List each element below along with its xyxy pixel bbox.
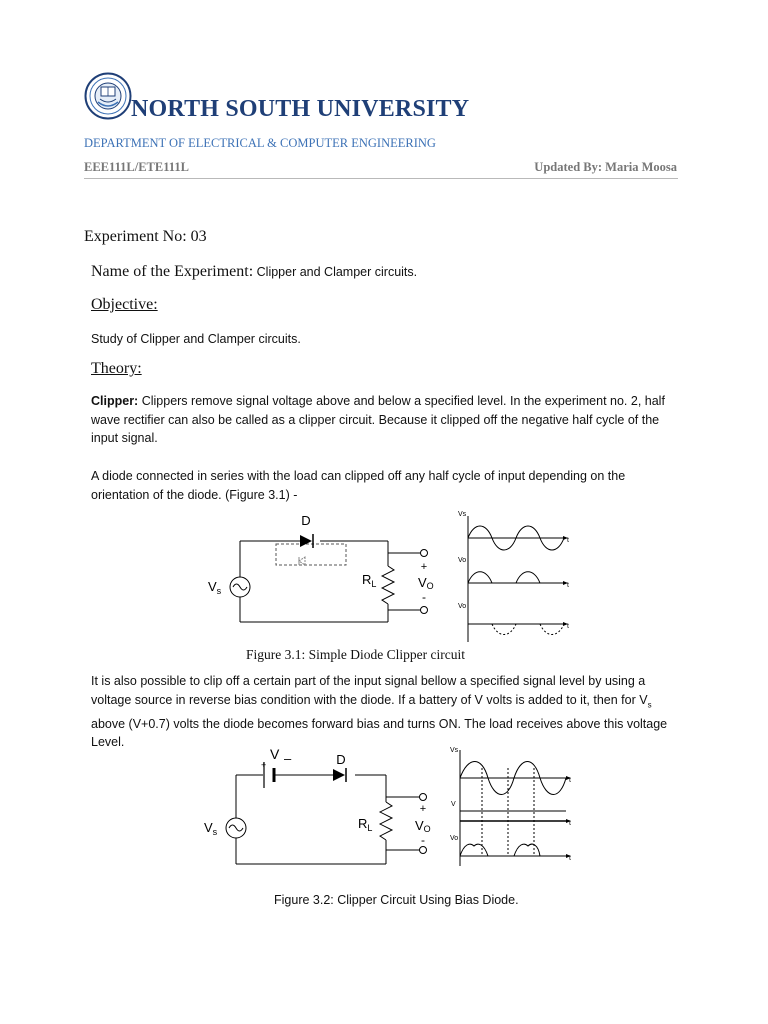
objective-heading: Objective: (91, 296, 158, 313)
course-code: EEE111L/ETE111L (84, 160, 189, 174)
output-label: VO (418, 575, 434, 591)
wave-t-label-2: t (567, 582, 569, 589)
figure-3-1-circuit (208, 510, 440, 638)
wave2-v-label: V (451, 801, 456, 808)
wave-vo1-label: Vo (458, 557, 467, 564)
figure-3-2-waveforms (448, 744, 580, 866)
experiment-number: Experiment No: 03 (84, 228, 207, 245)
theory-heading: Theory: (91, 360, 142, 377)
wave-vs-label: Vs (458, 511, 467, 518)
wave-t-label-3: t (567, 623, 569, 630)
source-label-2: $V_s$ (204, 820, 218, 837)
header-divider (84, 178, 678, 179)
battery-minus: – (284, 751, 292, 766)
wave2-vo-label: Vo (450, 835, 459, 842)
source-label: $V_s$ (208, 579, 222, 596)
theory-paragraph-3: It is also possible to clip off a certain part of the input signal bellow a specified signal level by using a voltage source in reverse bias condition with the diode. If a battery of V volts is added to it, then for $V_s$ above (V+0.7) volts the diode becomes forward bias and turns ON. The load receives above this voltage Level. (91, 674, 668, 749)
minus-sign: - (422, 590, 426, 604)
minus-sign-2: - (421, 833, 425, 847)
output-label-2: VO (415, 818, 431, 834)
battery-plus: + (261, 760, 267, 770)
figure-3-1-waveforms (456, 508, 576, 642)
wave-vo2-label: Vo (458, 603, 467, 610)
resistor-label-2: $R_L$ (358, 816, 373, 833)
experiment-name-label: Name of the Experiment: (91, 263, 254, 280)
university-name: NORTH SOUTH UNIVERSITY (131, 96, 470, 122)
figure-3-1-caption: Figure 3.1: Simple Diode Clipper circuit (246, 647, 465, 662)
clipper-term: Clipper: (91, 394, 139, 408)
theory-paragraph-2: A diode connected in series with the load can clipped off any half cycle of input depending on the orientation of the diode. (Figure 3.1) - (91, 469, 626, 502)
wave2-t-label-3: t (569, 855, 571, 862)
updated-by: Updated By: Maria Moosa (534, 160, 677, 174)
experiment-name (91, 263, 417, 281)
plus-sign-2: + (419, 803, 427, 815)
resistor-label: $R_L$ (362, 572, 377, 589)
objective-text: Study of Clipper and Clamper circuits. (91, 332, 301, 346)
figure-3-2-caption: Figure 3.2: Clipper Circuit Using Bias Diode. (274, 893, 519, 907)
wave2-vs-label: Vs (450, 747, 459, 754)
university-logo (84, 72, 132, 120)
experiment-name-value: Clipper and Clamper circuits. (253, 265, 418, 279)
theory-paragraph-1 (91, 392, 681, 448)
figure-3-2-circuit (200, 740, 440, 870)
wave2-t-label-2: t (569, 820, 571, 827)
diode-label-2: D (336, 752, 346, 767)
plus-sign: + (420, 561, 428, 573)
department-name: DEPARTMENT OF ELECTRICAL & COMPUTER ENGINEERING (84, 136, 436, 150)
battery-v-label: V (270, 746, 280, 762)
clipper-definition: Clippers remove signal voltage above and below a specified level. In the experiment no. 2, half wave rectifier can also be called as a clipper circuit. Because it clipped off the negative half cycle of the input signal. (91, 394, 665, 445)
wave-t-label-1: t (567, 537, 569, 544)
wave2-t-label-1: t (569, 777, 571, 784)
diode-label: D (301, 513, 311, 528)
